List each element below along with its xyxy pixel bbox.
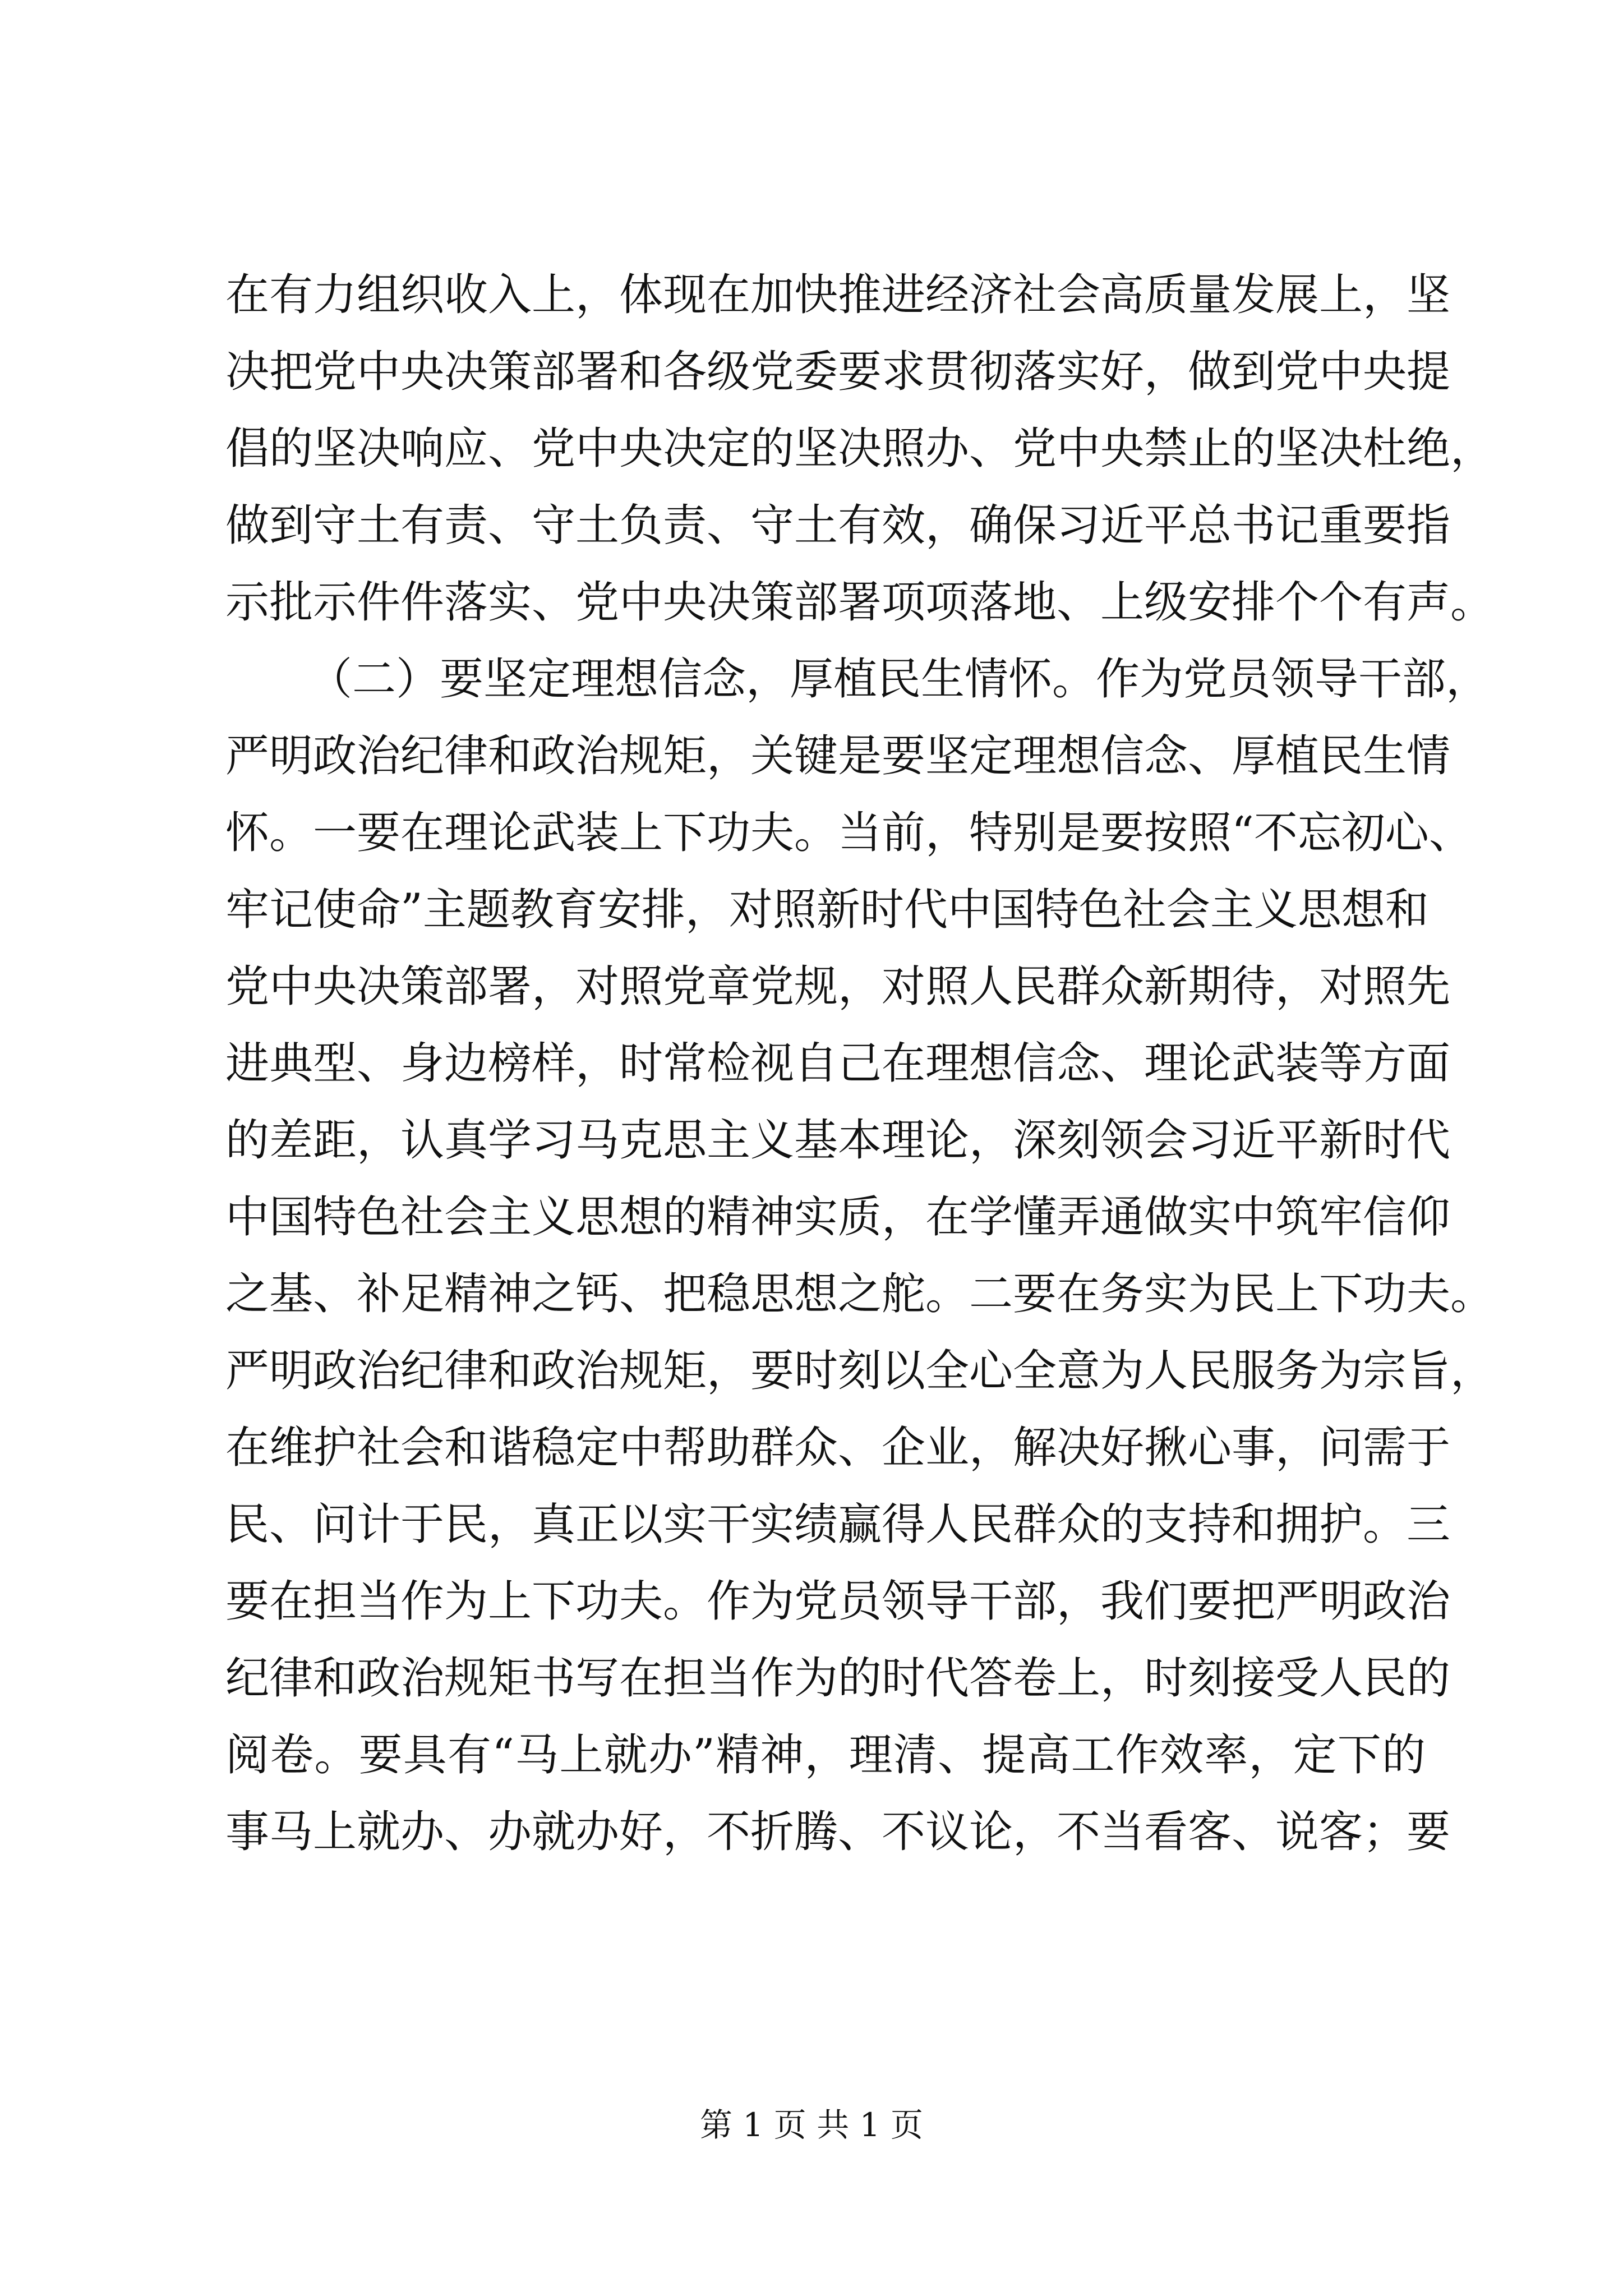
text-line: 在维护社会和谐稳定中帮助群众、企业，解决好揪心事，问需于 [225,1423,1451,1473]
text-line: 事马上就办、办就办好，不折腾、不议论，不当看客、说客；要 [225,1807,1451,1857]
text-line: 中国特色社会主义思想的精神实质，在学懂弄通做实中筑牢信仰 [225,1192,1451,1243]
text-line: 怀。一要在理论武装上下功夫。当前，特别是要按照“不忘初心、 [225,808,1473,858]
text-line: 要在担当作为上下功夫。作为党员领导干部，我们要把严明政治 [225,1576,1451,1627]
text-line: 做到守土有责、守土负责、守土有效，确保习近平总书记重要指 [225,500,1451,551]
page-footer [0,2102,1623,2147]
section-heading-line: （二）要坚定理想信念，厚植民生情怀。作为党员领导干部， [308,654,1490,705]
text-line: 纪律和政治规矩书写在担当作为的时代答卷上，时刻接受人民的 [225,1653,1451,1704]
text-line: 严明政治纪律和政治规矩，要时刻以全心全意为人民服务为宗旨， [225,1346,1495,1396]
text-line: 在有力组织收入上，体现在加快推进经济社会高质量发展上，坚 [225,270,1451,320]
text-line: 示批示件件落实、党中央决策部署项项落地、上级安排个个有声。 [225,577,1495,628]
text-line: 倡的坚决响应、党中央决定的坚决照办、党中央禁止的坚决杜绝， [225,424,1495,474]
text-line: 民、问计于民，真正以实干实绩赢得人民群众的支持和拥护。三 [225,1499,1451,1550]
text-line: 之基、补足精神之钙、把稳思想之舵。二要在务实为民上下功夫。 [225,1269,1495,1319]
text-line: 严明政治纪律和政治规矩，关键是要坚定理想信念、厚植民生情 [225,731,1451,781]
body-text [225,257,1495,1871]
text-line: 的差距，认真学习马克思主义基本理论，深刻领会习近平新时代 [225,1115,1451,1166]
text-line: 党中央决策部署，对照党章党规，对照人民群众新期待，对照先 [225,961,1451,1012]
text-line: 进典型、身边榜样，时常检视自己在理想信念、理论武装等方面 [225,1038,1451,1089]
text-line: 决把党中央决策部署和各级党委要求贯彻落实好，做到党中央提 [225,347,1451,397]
page-number: 第 1 页 共 1 页 [700,2106,923,2144]
text-line: 牢记使命”主题教育安排，对照新时代中国特色社会主义思想和 [225,885,1429,935]
text-line: 阅卷。要具有“马上就办”精神，理清、提高工作效率，定下的 [225,1730,1426,1780]
